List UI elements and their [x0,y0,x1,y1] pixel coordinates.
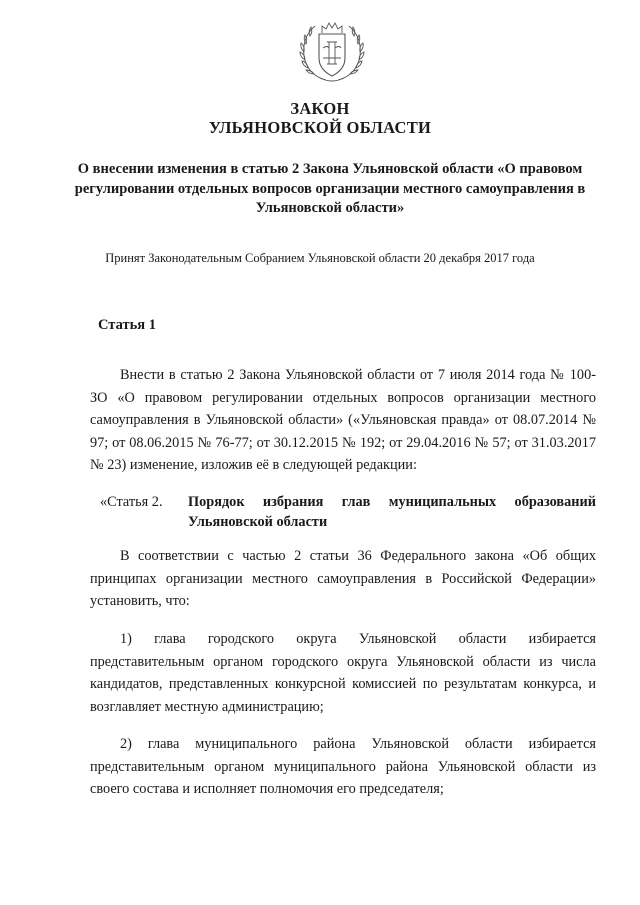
law-title: ЗАКОН [290,99,350,118]
law-subject: О внесении изменения в статью 2 Закона Ульяновской области «О правовом регулировании отдельных вопросов организации местного самоуправления в Ульяновской области» [74,161,586,216]
coat-of-arms-icon [296,18,368,86]
paragraph-federal-law: В соответствии с частью 2 статьи 36 Федерального закона «Об общих принципах организации местного самоуправления в Российской Федерации» установить, что: [90,548,596,609]
paragraph-amendment: Внести в статью 2 Закона Ульяновской области от 7 июля 2014 года № 100-ЗО «О правовом регулировании отдельных вопросов организации местного самоуправления в Ульяновской области» («Ульяновская правда» от 08.07.2014 № 97; от 08.06.2015 № 76-77; от 30.12.2015 № 192; от 29.04.2016 № 57; от 31.03.2017 № 23) изменение, изложив её в следующей редакции: [90,367,596,473]
law-region: УЛЬЯНОВСКОЙ ОБЛАСТИ [208,118,432,137]
article-heading: Статья 1 [98,317,156,333]
article-2-title: Порядок избрания глав муниципальных образований Ульяновской области [188,494,596,530]
list-item-1: 1) глава городского округа Ульяновской области избирается представительным органом городского округа Ульяновской области из числа кандидатов, представленных конкурсной комиссией по результатам конкурса, и возглавляет местную администрацию; [90,631,596,715]
article-2-label: «Статья 2. [100,494,163,510]
adoption-note: Принят Законодательным Собранием Ульяновской области 20 декабря 2017 года [105,251,535,265]
list-item-2: 2) глава муниципального района Ульяновской области избирается представительным органом муниципального района Ульяновской области из своего состава и исполняет полномочия его председателя; [90,736,596,797]
